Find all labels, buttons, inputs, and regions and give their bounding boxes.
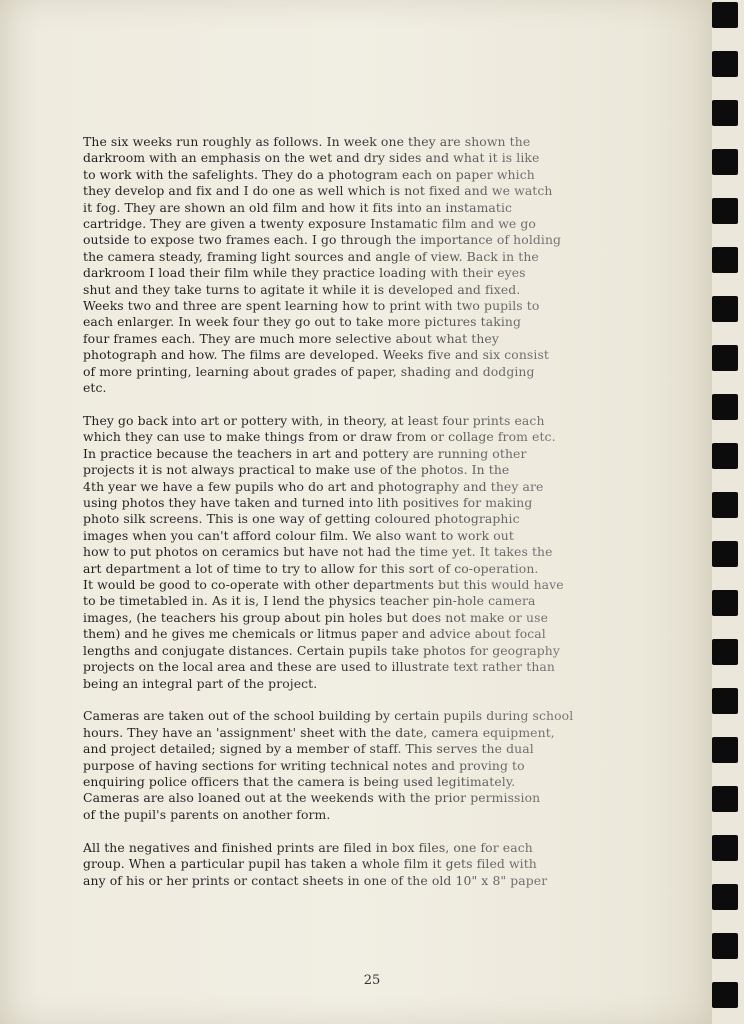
binding-coil — [712, 2, 738, 28]
binding-coil — [712, 884, 738, 910]
binding-coil — [712, 345, 738, 371]
binding-coil — [712, 933, 738, 959]
paragraph-negatives: All the negatives and finished prints are filed in box files, one for each group. When a particular pupil has taken a whole film it gets filed with any of his or her prints or contact sheets in one of the old 10" x 8" paper — [83, 840, 658, 889]
binding-coil — [712, 149, 738, 175]
binding-coil — [712, 198, 738, 224]
binding-coil — [712, 786, 738, 812]
binding-coil — [712, 247, 738, 273]
paragraph-schedule: The six weeks run roughly as follows. In week one they are shown the darkroom with an emphasis on the wet and dry sides and what it is like to work with the safelights. They do a photogram each on paper which they develop and fix and I do one as well which is not fixed and we watch it fog. They are shown an old film and how it fits into an instamatic cartridge. They are given a twenty exposure Instamatic film and we go outside to expose two frames each. I go through the importance of holding the camera steady, framing light sources and angle of view. Back in the darkroom I load their film while they practice loading with their eyes shut and they take turns to agitate it while it is developed and fixed. Weeks two and three are spent learning how to print with two pupils to each enlarger. In week four they go out to take more pictures taking four frames each. They are much more selective about what they photograph and how. The films are developed. Weeks five and six consist of more printing, learning about grades of paper, shading and dodging etc. — [83, 134, 658, 397]
binding-coil — [712, 639, 738, 665]
binding-coil — [712, 541, 738, 567]
body-text — [83, 134, 658, 905]
paragraph-art-pottery: They go back into art or pottery with, in theory, at least four prints each which they can use to make things from or draw from or collage from etc. In practice because the teachers in art and pottery are running other projects it is not always practical to make use of the photos. In the 4th year we have a few pupils who do art and photography and they are using photos they have taken and turned into lith positives for making photo silk screens. This is one way of getting coloured photographic images when you can't afford colour film. We also want to work out how to put photos on ceramics but have not had the time yet. It takes the art department a lot of time to try to allow for this sort of co-operation. It would be good to co-operate with other departments but this would have to be timetabled in. As it is, I lend the physics teacher pin-hole camera images, (he teachers his group about pin holes but does not make or use them) and he gives me chemicals or litmus paper and advice about focal lengths and conjugate distances. Certain pupils take photos for geography projects on the local area and these are used to illustrate text rather than being an integral part of the project. — [83, 413, 658, 692]
binding-coil — [712, 100, 738, 126]
binding-coil — [712, 443, 738, 469]
binding-coil — [712, 982, 738, 1008]
binding-coil — [712, 296, 738, 322]
binding-coil — [712, 590, 738, 616]
binding-coil — [712, 492, 738, 518]
binding-coil — [712, 737, 738, 763]
binding-coil — [712, 51, 738, 77]
page-number: 25 — [363, 973, 381, 988]
paragraph-cameras: Cameras are taken out of the school building by certain pupils during school hours. They have an 'assignment' sheet with the date, camera equipment, and project detailed; signed by a member of staff. This serves the dual purpose of having sections for writing technical notes and proving to enquiring police officers that the camera is being used legitimately. Cameras are also loaned out at the weekends with the prior permission of the pupil's parents on another form. — [83, 708, 658, 823]
binding-coil — [712, 688, 738, 714]
binding-coil — [712, 835, 738, 861]
spiral-binding — [712, 0, 744, 1024]
binding-coil — [712, 394, 738, 420]
